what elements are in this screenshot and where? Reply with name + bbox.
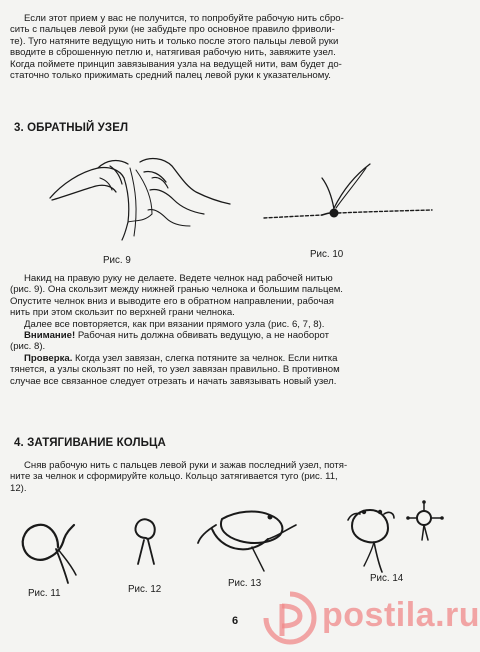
section-3-line: Далее все повторяется, как при вязании прямого узла (рис. 6, 7, 8).: [24, 318, 325, 330]
figure-11-caption: Рис. 11: [28, 588, 61, 599]
check-line: случае все связанное следует отрезать и начать завязывать новый узел.: [10, 375, 337, 387]
figure-14-caption: Рис. 14: [370, 573, 404, 584]
section-3-line: нить при этом скользит по верхней грани челнока.: [10, 307, 235, 319]
figure-9-caption: Рис. 9: [103, 255, 131, 266]
figure-13-caption: Рис. 13: [228, 578, 262, 589]
section-3-title: 3. ОБРАТНЫЙ УЗЕЛ: [14, 122, 129, 134]
check-line: [10, 353, 440, 364]
figure-11-ring-illustration: [18, 515, 88, 587]
figure-13-ring-thread-illustration: [192, 503, 302, 573]
section-3-line: (рис. 9). Она скользит между нижней гранью челнока и большим пальцем.: [10, 284, 343, 296]
figure-9-hands-illustration: [40, 150, 240, 245]
attention-label: Внимание!: [24, 330, 76, 342]
section-3-paragraph: [10, 273, 440, 387]
check-text: Когда узел завязан, слегка потяните за челнок. Если нитка: [72, 352, 338, 364]
figure-12-tight-ring-illustration: [126, 512, 166, 568]
section-3-line: Накид на правую руку не делаете. Ведете челнок над рабочей нитью: [24, 273, 333, 284]
intro-line: статочно только прижимать средний палец левой руки к указательному.: [10, 70, 331, 82]
watermark-text: postila.ru: [322, 596, 480, 634]
section-4-line: ните за челнок и сформируйте кольцо. Кольцо затягивается туго (рис. 11,: [10, 471, 338, 483]
intro-paragraph: [10, 13, 440, 81]
section-4-title: 4. ЗАТЯГИВАНИЕ КОЛЬЦА: [14, 437, 166, 449]
section-4-paragraph: [10, 460, 440, 494]
attention-text: Рабочая нить должна обвивать ведущую, а не наоборот: [75, 330, 330, 342]
check-line: тянется, а узлы скользят по ней, то узел завязан правильно. В противном: [10, 364, 340, 376]
section-4-line: 12).: [10, 482, 27, 494]
intro-line: те). Туго натяните ведущую нить и только после этого пальцы левой руки: [10, 35, 339, 47]
intro-line: Когда поймете принцип завязывания узла на ведущей нити, вам будет до-: [10, 58, 342, 70]
check-label: Проверка.: [24, 352, 73, 364]
intro-line: вводите в сброшенную петлю и, натягивая рабочую нить, завяжите узел.: [10, 47, 336, 59]
section-4-line: Сняв рабочую нить с пальцев левой руки и зажав последний узел, потя-: [24, 460, 348, 471]
attention-line: [10, 330, 440, 341]
figure-10-knot-illustration: [262, 158, 442, 233]
postila-logo-icon: [262, 590, 318, 646]
intro-line: Если этот прием у вас не получится, то попробуйте рабочую нить сбро-: [24, 13, 344, 24]
figure-10-caption: Рис. 10: [310, 249, 344, 260]
figure-14-finished-rings-illustration: [338, 500, 450, 580]
figure-12-caption: Рис. 12: [128, 584, 162, 595]
attention-tail: (рис. 8).: [10, 341, 46, 353]
watermark: [262, 588, 480, 648]
intro-line: сить с пальцев левой руки (не забудьте про основное правило фриволи-: [10, 24, 335, 36]
section-3-line: Опустите челнок вниз и выводите его в обратном направлении, рабочая: [10, 295, 334, 307]
page-number: 6: [232, 615, 239, 627]
